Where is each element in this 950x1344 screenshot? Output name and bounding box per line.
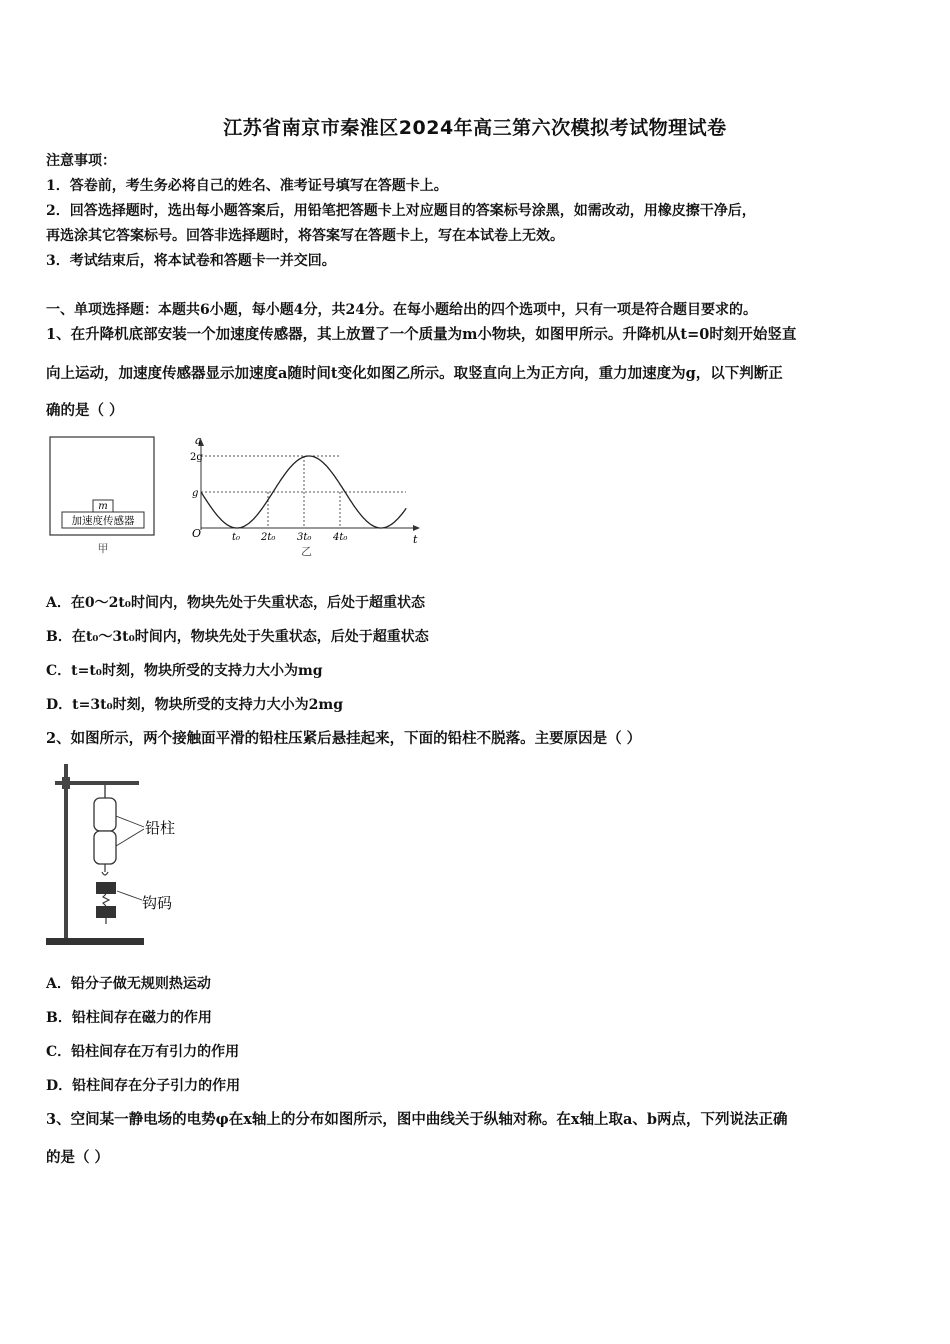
q2-figure — [40, 760, 200, 952]
figure-b-caption: 乙 — [301, 545, 312, 558]
q1-figure-a — [46, 434, 158, 558]
x-tick-4t0: 4t₀ — [333, 532, 348, 543]
weight-label: 钩码 — [142, 894, 173, 912]
q3-stem-line-1: 3、空间某一静电场的电势φ在x轴上的分布如图所示，图中曲线关于纵轴对称。在x轴上取a、b两点，下列说法正确 — [46, 1111, 788, 1128]
page-title: 江苏省南京市秦淮区2024年高三第六次模拟考试物理试卷 — [223, 117, 727, 139]
y-axis-label: a — [195, 434, 202, 447]
x-tick-2t0: 2t₀ — [261, 532, 276, 543]
x-axis-label: t — [413, 533, 418, 546]
weight-2 — [96, 906, 116, 918]
weight-pointer — [117, 891, 142, 900]
q2-option-a: A．铅分子做无规则热运动 — [46, 976, 211, 992]
q1-stem-line-2: 向上运动，加速度传感器显示加速度a随时间t变化如图乙所示。取竖直向上为正方向，重力加速度为g，以下判断正 — [46, 365, 783, 382]
upper-lead-cylinder — [94, 798, 116, 831]
q1-stem-line-1: 1、在升降机底部安装一个加速度传感器，其上放置了一个质量为m小物块，如图甲所示。升降机从t=0时刻开始竖直 — [46, 326, 797, 343]
notice-item-2-cont: 再选涂其它答案标号。回答非选择题时，将答案写在答题卡上，写在本试卷上无效。 — [46, 228, 564, 244]
q1-figure-b — [186, 434, 430, 558]
hook — [102, 864, 108, 875]
sensor-label: 加速度传感器 — [71, 515, 135, 527]
q1-option-a: A．在0～2t₀时间内，物块先处于失重状态，后处于超重状态 — [46, 595, 425, 611]
q2-option-d: D．铅柱间存在分子引力的作用 — [46, 1078, 241, 1094]
q1-option-c: C．t=t₀时刻，物块所受的支持力大小为mg — [46, 663, 323, 679]
stand-clamp — [62, 777, 70, 789]
weight-spring — [103, 894, 109, 906]
q1-stem-line-3: 确的是（ ） — [46, 402, 124, 419]
x-tick-3t0: 3t₀ — [297, 532, 312, 543]
notice-heading: 注意事项： — [46, 153, 116, 169]
notice-item-2: 2．回答选择题时，选出每小题答案后，用铅笔把答题卡上对应题目的答案标号涂黑，如需改动，用橡皮擦干净后， — [46, 203, 756, 219]
x-axis-arrow — [413, 525, 420, 531]
lower-lead-cylinder — [94, 831, 116, 864]
cylinder-pointer-2 — [116, 829, 144, 846]
notice-item-3: 3．考试结束后，将本试卷和答题卡一并交回。 — [46, 253, 336, 269]
notice-item-1: 1．答卷前，考生务必将自己的姓名、准考证号填写在答题卡上。 — [46, 178, 448, 194]
figure-a-caption: 甲 — [97, 542, 109, 555]
cylinder-label: 铅柱 — [145, 819, 176, 837]
weight-1 — [96, 882, 116, 894]
x-tick-t0: t₀ — [232, 532, 241, 543]
section-heading: 一、单项选择题：本题共6小题，每小题4分，共24分。在每小题给出的四个选项中，只有一项是符合题目要求的。 — [46, 302, 757, 318]
q3-stem-line-2: 的是（ ） — [46, 1149, 110, 1166]
q1-option-d: D．t=3t₀时刻，物块所受的支持力大小为2mg — [46, 697, 344, 713]
q2-stem: 2、如图所示，两个接触面平滑的铅柱压紧后悬挂起来，下面的铅柱不脱落。主要原因是（ ） — [46, 730, 642, 747]
q2-option-b: B．铅柱间存在磁力的作用 — [46, 1010, 212, 1026]
y-tick-g: g — [192, 488, 199, 499]
origin-label: O — [192, 527, 202, 540]
cylinder-pointer-1 — [116, 816, 144, 827]
q1-option-b: B．在t₀～3t₀时间内，物块先处于失重状态，后处于超重状态 — [46, 629, 429, 645]
stand-pole — [64, 764, 68, 938]
y-tick-2g: 2g — [190, 452, 203, 463]
mass-label: m — [98, 501, 108, 512]
stand-base — [46, 938, 144, 945]
q2-option-c: C．铅柱间存在万有引力的作用 — [46, 1044, 240, 1060]
